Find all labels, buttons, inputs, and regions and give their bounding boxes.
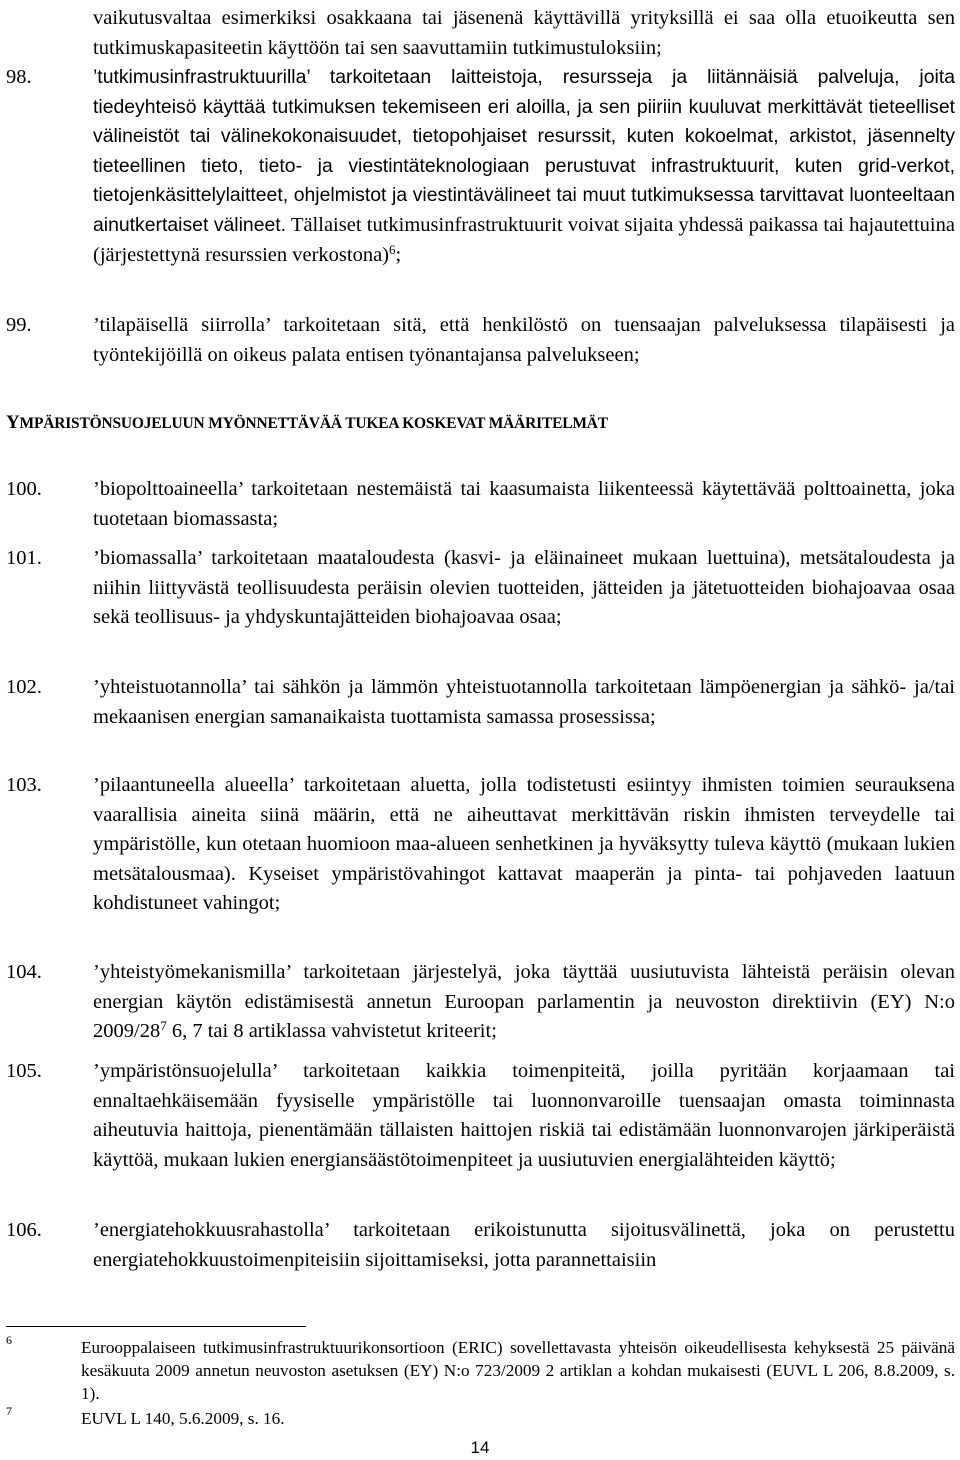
definition-101	[6, 544, 955, 633]
definition-tail: ;	[395, 243, 402, 266]
definition-text: ’yhteistuotannolla’ tai sähkön ja lämmön yhteistuotannolla tarkoitetaan lämpöenergian ja sähkö- ja/tai mekaanisen energian samanaikaista tuottamista samassa prosessissa;	[93, 676, 955, 728]
definition-main-text: ’tutkimusinfrastruktuurilla’ tarkoitetaan laitteistoja, resursseja ja liitännäisiä palveluja, joita tiedeyhteisö käyttää tutkimuksen tekemiseen eri aloilla, ja sen piiriin kuuluvat merkittävät tieteelliset välineistöt tai välinekokonaisuudet, tietopohjaiset resurssit, kuten kokoelmat, arkistot, jäsennelty tieteellinen tieto, tieto- ja viestintäteknologiaan perustuvat infrastruktuurit, kuten grid-verkot, tietojenkäsittelylaitteet, ohjelmistot ja viestintävälineet tai muut tutkimuksessa tarvittavat luonteeltaan ainutkertaiset välineet.	[93, 66, 955, 236]
definition-number: 104.	[6, 961, 42, 983]
footnote-text: EUVL L 140, 5.6.2009, s. 16.	[81, 1409, 285, 1428]
definition-text: ’biomassalla’ tarkoitetaan maataloudesta (kasvi- ja eläinaineet mukaan luettuina), metsätaloudesta ja niihin liittyvästä teollisuudesta peräisin olevien tuotteiden, jätteiden ja jätetuotteiden biohajoavaa osaa sekä teollisuus- ja yhdyskuntajätteiden biohajoavaa osaa;	[93, 547, 955, 629]
definition-text	[93, 958, 955, 1047]
page-number: 14	[470, 1438, 490, 1457]
footnote-divider	[6, 1326, 306, 1327]
definition-103	[6, 771, 955, 919]
definition-number: 100.	[6, 478, 42, 500]
definition-number: 106.	[6, 1219, 42, 1241]
continuation-paragraph: vaikutusvaltaa esimerkiksi osakkaana tai jäsenenä käyttävillä yrityksillä ei saa olla etuoikeutta sen tutkimuskapasiteetin käyttöön tai sen saavuttamiin tutkimustuloksiin;	[93, 7, 955, 59]
footnote-ref-6[interactable]: 6	[389, 241, 396, 257]
definition-98	[6, 63, 955, 270]
footnote-number: 6	[6, 1333, 12, 1347]
definition-106	[6, 1216, 955, 1275]
definition-text: ’biopolttoaineella’ tarkoitetaan nestemäistä tai kaasumaista liikenteessä käytettävää polttoainetta, joka tuotetaan biomassasta;	[93, 478, 955, 530]
definition-104	[6, 958, 955, 1047]
definition-tail: 6, 7 tai 8 artiklassa vahvistetut kriteerit;	[166, 1020, 497, 1043]
definition-105	[6, 1057, 955, 1175]
definition-99	[6, 311, 955, 370]
definition-number: 102.	[6, 676, 42, 698]
section-heading	[6, 412, 608, 434]
definition-text: ’tilapäisellä siirrolla’ tarkoitetaan sitä, että henkilöstö on tuensaajan palveluksessa tilapäisesti ja työntekijöillä on oikeus palata entisen työnantajansa palvelukseen;	[93, 314, 955, 366]
footnote-number: 7	[6, 1404, 12, 1418]
footnote-text: Eurooppalaiseen tutkimusinfrastruktuurikonsortioon (ERIC) sovellettavasta yhteisön oikeudellisesta kehyksestä 25 päivänä kesäkuuta 2009 annetun neuvoston asetuksen (EY) N:o 723/2009 2 artiklan a kohdan mukaisesti (EUVL L 206, 8.8.2009, s. 1).	[81, 1338, 955, 1403]
footnote-ref-7[interactable]: 7	[160, 1018, 167, 1034]
definition-extra-text: Tällaiset tutkimusinfrastruktuurit voivat sijaita yhdessä paikassa tai hajautettuina (järjestettynä resurssien verkostona)	[93, 213, 955, 266]
definition-100	[6, 475, 955, 534]
definition-number: 103.	[6, 774, 42, 796]
definition-text	[93, 63, 955, 270]
definition-number: 105.	[6, 1060, 42, 1082]
definition-number: 101.	[6, 547, 42, 569]
footnote-6	[6, 1333, 955, 1405]
footnote-7	[6, 1404, 955, 1431]
definition-number: 99.	[6, 314, 32, 336]
definition-text: ’ympäristönsuojelulla’ tarkoitetaan kaikkia toimenpiteitä, joilla pyritään korjaamaan tai ennaltaehkäisemään fyysiselle ympäristölle tai luonnonvaroille tuensaajan omasta toiminnasta aiheutuvia haittoja, pienentämään tällaisten haittojen riskiä tai edistämään luonnonvarojen järkiperäistä käyttöä, mukaan lukien energiansäästötoimenpiteet ja uusiutuvien energialähteiden käyttö;	[93, 1060, 955, 1171]
definition-main-text: ’yhteistyömekanismilla’ tarkoitetaan järjestelyä, joka täyttää uusiutuvista lähteistä peräisin olevan energian käytön edistämisestä annetun Euroopan parlamentin ja neuvoston direktiivin (EY) N:o 2009/28	[93, 961, 955, 1043]
definition-text: ’pilaantuneella alueella’ tarkoitetaan aluetta, jolla todistetusti esiintyy ihmisten toimien seurauksena vaarallisia aineita siinä määrin, että ne aiheuttavat merkittävän riskin ihmisten terveydelle tai ympäristölle, kun otetaan huomioon maa-alueen senhetkinen ja hyväksytty tuleva käyttö (mukaan lukien metsätalousmaa). Kyseiset ympäristövahingot kattavat maaperän ja pinta- tai pohjaveden laatuun kohdistuneet vahingot;	[93, 774, 955, 915]
heading-initial: Y	[6, 412, 20, 433]
definition-number: 98.	[6, 66, 32, 88]
definition-text: ’energiatehokkuusrahastolla’ tarkoitetaan erikoistunutta sijoitusvälinettä, joka on perustettu energiatehokkuustoimenpiteisiin sijoittamiseksi, jotta parannettaisiin	[93, 1219, 955, 1271]
heading-rest: MPÄRISTÖNSUOJELUUN MYÖNNETTÄVÄÄ TUKEA KOSKEVAT MÄÄRITELMÄT	[19, 415, 608, 432]
definition-102	[6, 673, 955, 732]
